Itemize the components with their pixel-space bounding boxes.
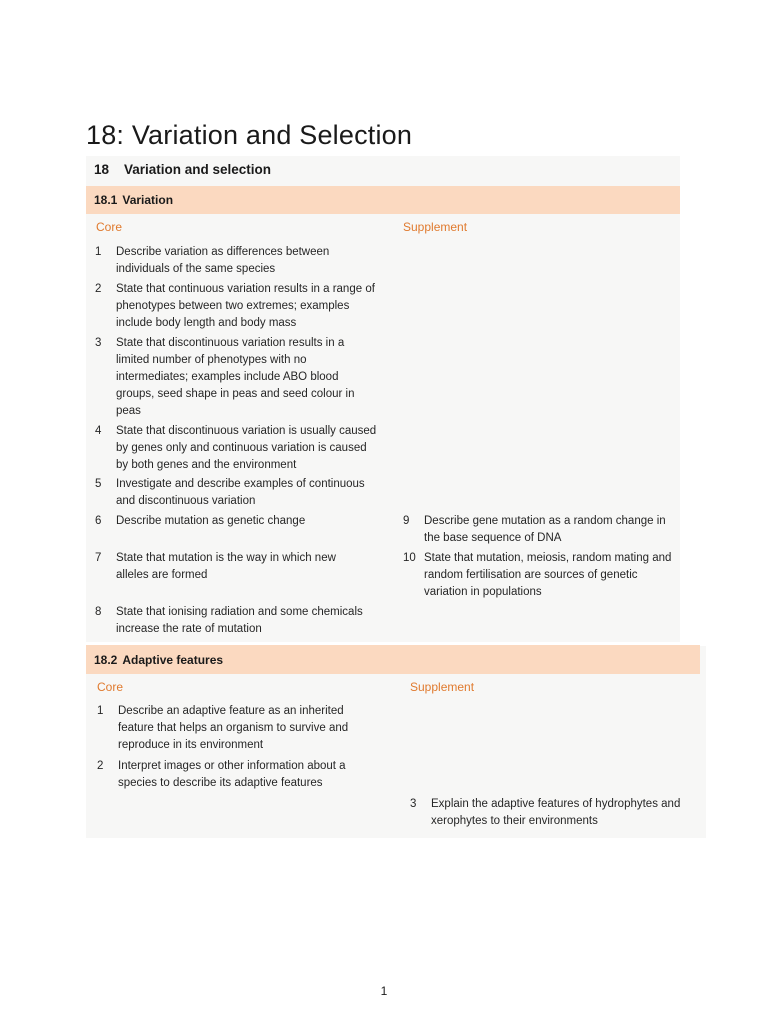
page-title: 18: Variation and Selection bbox=[86, 120, 413, 150]
subsection-number: 18.2 bbox=[94, 652, 118, 667]
core-column-heading: Core bbox=[97, 680, 124, 694]
supplement-column-heading: Supplement bbox=[403, 220, 468, 234]
page-number: 1 bbox=[380, 984, 388, 998]
subsection-header-adaptive-features bbox=[86, 645, 700, 674]
subsection-title: Adaptive features bbox=[122, 652, 224, 667]
subsection-header-variation bbox=[86, 186, 680, 214]
subsection-title: Variation bbox=[122, 193, 174, 207]
subsection-number: 18.1 bbox=[94, 193, 118, 207]
section-number: 18 bbox=[94, 162, 110, 177]
section-title: Variation and selection bbox=[124, 162, 272, 177]
core-column-heading: Core bbox=[96, 220, 123, 234]
supplement-column-heading: Supplement bbox=[410, 680, 475, 694]
section-heading bbox=[94, 162, 271, 177]
